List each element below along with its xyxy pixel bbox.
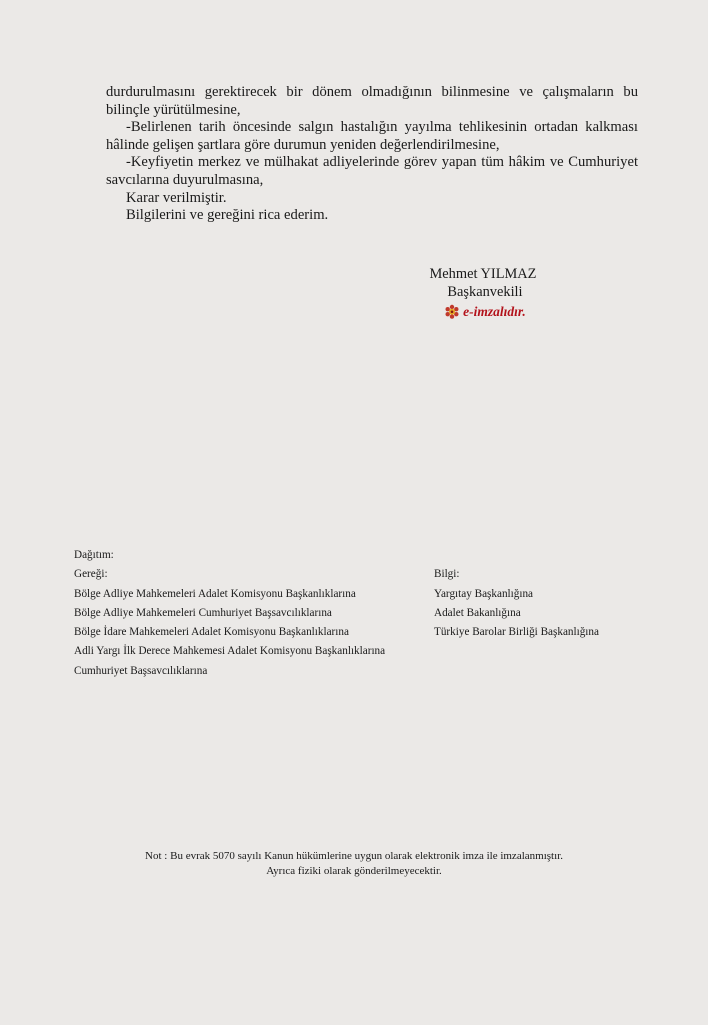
bilgi-recipient: Yargıtay Başkanlığına	[434, 587, 534, 600]
signer-name: Mehmet YILMAZ	[429, 266, 537, 282]
bilgi-recipient: Adalet Bakanlığına	[434, 606, 521, 619]
footer-note	[0, 849, 708, 879]
signer-title: Başkanvekili	[447, 284, 523, 300]
paragraph-decision: Karar verilmiştir.	[126, 189, 227, 206]
note-line: Ayrıca fiziki olarak gönderilmeyecektir.	[266, 865, 442, 877]
signature-block	[420, 265, 550, 321]
letter-body	[106, 84, 638, 225]
distribution-heading: Dağıtım:	[74, 549, 114, 561]
gereği-recipient: Cumhuriyet Başsavcılıklarına	[74, 664, 208, 677]
esignature-label: e-imzalıdır.	[463, 304, 526, 319]
gereği-recipient: Adli Yargı İlk Derece Mahkemesi Adalet Komisyonu Başkanlıklarına	[74, 645, 386, 658]
note-line: Not : Bu evrak 5070 sayılı Kanun hükümlerine uygun olarak elektronik imza ile imzalanmıştır.	[145, 850, 563, 862]
gereği-label: Gereği:	[74, 568, 108, 581]
bilgi-label: Bilgi:	[434, 568, 460, 581]
gereği-recipient: Bölge Adliye Mahkemeleri Cumhuriyet Başsavcılıklarına	[74, 606, 332, 619]
paragraph-reevaluation: -Belirlenen tarih öncesinde salgın hastalığın yayılma tehlikesinin ortadan kalkması hâlinde gelişen şartlara göre durumun yeniden değerlendirilmesine,	[106, 119, 638, 153]
distribution-block	[74, 546, 674, 681]
esignature-mark	[420, 303, 550, 321]
paragraph-continuation: durdurulmasını gerektirecek bir dönem olmadığının bilinmesine ve çalışmaların bu bilinçle yürütülmesine,	[106, 84, 638, 118]
seal-icon	[444, 304, 460, 320]
paragraph-announcement: -Keyfiyetin merkez ve mülhakat adliyelerinde görev yapan tüm hâkim ve Cumhuriyet savcılarına duyurulmasına,	[106, 154, 638, 188]
bilgi-recipient: Türkiye Barolar Birliği Başkanlığına	[434, 626, 599, 639]
paragraph-closing: Bilgilerini ve gereğini rica ederim.	[126, 207, 329, 224]
gereği-recipient: Bölge Adliye Mahkemeleri Adalet Komisyonu Başkanlıklarına	[74, 587, 356, 600]
gereği-recipient: Bölge İdare Mahkemeleri Adalet Komisyonu Başkanlıklarına	[74, 626, 349, 639]
